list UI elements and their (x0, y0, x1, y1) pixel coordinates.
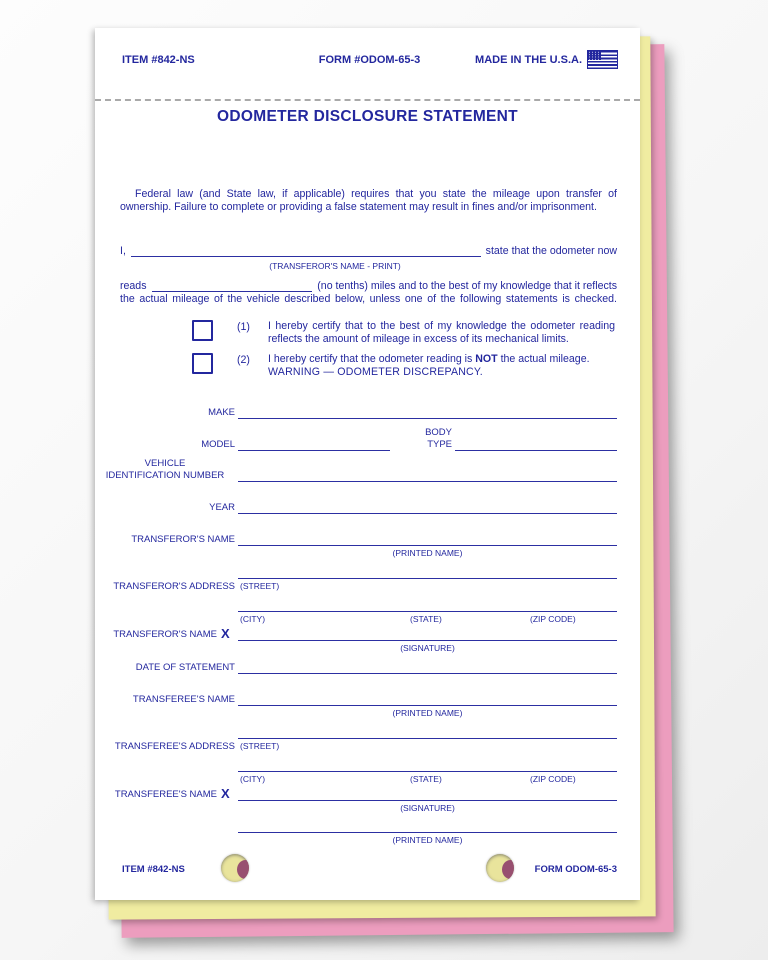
year-field-line[interactable] (238, 513, 617, 514)
odometer-reading-line[interactable] (152, 279, 313, 292)
type-label: TYPE (427, 438, 452, 450)
transferee-street-field-line[interactable] (238, 738, 617, 739)
transferee-signature-label: TRANSFEREE'S NAME (114, 789, 217, 800)
transferor-signature-x-mark: X (221, 626, 230, 641)
perforation-line (95, 99, 640, 101)
punch-hole-right (486, 854, 514, 882)
statement-2-pre: I hereby certify that the odometer reading is (268, 353, 476, 365)
transferee-state-caption: (STATE) (410, 774, 442, 784)
statement-2-post: the actual mileage. (497, 353, 590, 365)
transferor-signature-caption: (SIGNATURE) (400, 643, 455, 653)
body-type-field-line[interactable] (455, 450, 617, 451)
transferee-name-field-line[interactable] (238, 705, 617, 706)
transferee-city-state-zip-line[interactable] (238, 771, 617, 772)
transferee-city-caption: (CITY) (240, 774, 266, 784)
page-title: ODOMETER DISCLOSURE STATEMENT (217, 108, 518, 125)
statement-2-not: NOT (475, 353, 498, 365)
transferor-zip-caption: (ZIP CODE) (530, 614, 576, 624)
form-sheet (95, 28, 640, 900)
us-flag-icon (588, 51, 617, 68)
transferor-city-state-zip-line[interactable] (238, 611, 617, 612)
reads-row (120, 279, 617, 292)
punch-hole-left (221, 854, 249, 882)
statement-2-text (268, 353, 615, 380)
transferee-signature-line[interactable] (238, 800, 617, 801)
statement-1-text: I hereby certify that to the best of my knowledge the odometer reading reflects the amount of mileage in excess of its mechanical limits. (268, 320, 615, 346)
transferor-name-field-line[interactable] (238, 545, 617, 546)
transferee-street-caption: (STREET) (240, 741, 280, 751)
statement-2-checkbox[interactable] (192, 353, 213, 374)
transferee-printed-name-caption2: (PRINTED NAME) (392, 835, 463, 845)
transferee-printed-name-line[interactable] (238, 832, 617, 833)
model-field-line[interactable] (238, 450, 390, 451)
footer-item-number: ITEM #842-NS (122, 864, 185, 875)
body-type-label (345, 427, 452, 450)
transferor-name-print-caption: (TRANSFEROR'S NAME - PRINT) (269, 261, 401, 271)
statement-1-number: (1) (237, 321, 250, 333)
vin-label-line1: VEHICLE (144, 458, 186, 469)
statement-1-checkbox[interactable] (192, 320, 213, 341)
body-label: BODY (425, 427, 452, 438)
make-field-line[interactable] (238, 418, 617, 419)
transferee-address-label: TRANSFEREE'S ADDRESS (114, 741, 235, 752)
declaration-suffix: state that the odometer now (485, 245, 617, 257)
transferor-signature-line[interactable] (238, 640, 617, 641)
intro-paragraph: Federal law (and State law, if applicable) requires that you state the mileage upon transfer of ownership. Failure to complete or providing a false statement may result in fines and/or imprisonment. (120, 188, 617, 214)
declaration-row (120, 244, 617, 257)
vin-field-line[interactable] (238, 481, 617, 482)
statement-2-number: (2) (237, 354, 250, 366)
declaration-prefix: I, (120, 245, 126, 257)
statement-2-warning: WARNING — ODOMETER DISCREPANCY. (268, 366, 483, 379)
date-of-statement-label: DATE OF STATEMENT (135, 662, 235, 673)
transferor-state-caption: (STATE) (410, 614, 442, 624)
reads-line2: the actual mileage of the vehicle described below, unless one of the following statements is checked. (120, 293, 617, 305)
footer-form-number: FORM ODOM-65-3 (534, 864, 617, 875)
transferee-name-label: TRANSFEREE'S NAME (132, 694, 235, 705)
transferee-signature-caption: (SIGNATURE) (400, 803, 455, 813)
transferee-signature-x-mark: X (221, 786, 230, 801)
vin-label-line2: IDENTIFICATION NUMBER (105, 469, 225, 481)
reads-after-blank: (no tenths) miles and to the best of my knowledge that it reflects (317, 280, 617, 292)
transferor-street-field-line[interactable] (238, 578, 617, 579)
header-form-number: FORM #ODOM-65-3 (318, 54, 421, 66)
header-item-number: ITEM #842-NS (122, 54, 195, 66)
transferee-zip-caption: (ZIP CODE) (530, 774, 576, 784)
make-label: MAKE (208, 407, 235, 418)
transferor-city-caption: (CITY) (240, 614, 266, 624)
reads-label: reads (120, 280, 147, 292)
transferor-name-print-line[interactable] (131, 244, 481, 257)
transferor-printed-name-caption: (PRINTED NAME) (392, 548, 463, 558)
transferor-name-label: TRANSFEROR'S NAME (131, 534, 235, 545)
vin-label (95, 458, 235, 481)
transferee-printed-name-caption: (PRINTED NAME) (392, 708, 463, 718)
transferor-address-label: TRANSFEROR'S ADDRESS (113, 581, 235, 592)
date-of-statement-line[interactable] (238, 673, 617, 674)
made-in-usa (475, 51, 617, 68)
transferor-signature-label: TRANSFEROR'S NAME (113, 629, 217, 640)
model-label: MODEL (201, 439, 235, 450)
form-header (122, 54, 617, 70)
made-in-usa-label: MADE IN THE U.S.A. (475, 53, 582, 66)
transferor-street-caption: (STREET) (240, 581, 280, 591)
year-label: YEAR (209, 502, 235, 513)
